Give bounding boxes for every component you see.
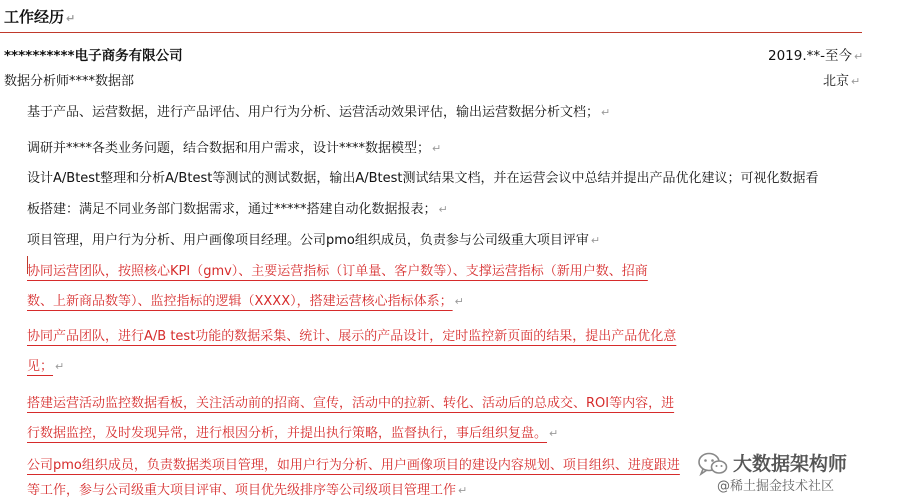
job-date-text: 2019.**-至今 [768, 48, 853, 64]
watermark-title: 大数据架构师 [733, 453, 848, 475]
paragraph-mark: ↵ [454, 295, 464, 308]
paragraph-mark: ↵ [854, 50, 864, 63]
line-text: 调研并****各类业务问题，结合数据和用户需求，设计****数据模型； [27, 141, 431, 156]
line-text: 项目管理，用户行为分析、用户画像项目经理。公司pmo组织成员，负责参与公司级重大项目评审 [27, 233, 589, 248]
highlighted-line [27, 454, 680, 473]
job-city-text: 北京 [823, 74, 850, 89]
paragraph-mark: ↵ [458, 484, 468, 497]
line-text: 公司pmo组织成员，负责数据类项目管理，如用户行为分析、用户画像项目的建设内容规划、项目组织、进度跟进 [27, 458, 680, 473]
highlighted-line [27, 325, 676, 344]
line-text: 搭建运营活动监控数据看板，关注活动前的招商、宣传，活动中的拉新、转化、活动后的总成交、ROI等内容，进 [27, 396, 675, 411]
section-title [4, 6, 75, 27]
line-text: 设计A/Btest整理和分析A/Btest等测试的测试数据，输出A/Btest测试结果文档，并在运营会议中总结并提出产品优化建议；可视化数据看 [27, 171, 819, 186]
bullet-line [27, 101, 610, 120]
bullet-line [27, 137, 441, 156]
line-text: 见； [27, 359, 54, 374]
job-role: 数据分析师****数据部 [4, 74, 135, 89]
paragraph-mark: ↵ [438, 203, 448, 216]
company-name: **********电子商务有限公司 [4, 48, 183, 64]
line-text: 协同运营团队，按照核心KPI（gmv）、主要运营指标（订单量、客户数等）、支撑运营指标（新用户数、招商 [27, 264, 648, 279]
line-text: 板搭建：满足不同业务部门数据需求，通过*****搭建自动化数据报表； [27, 202, 437, 217]
line-text: 基于产品、运营数据，进行产品评估、用户行为分析、运营活动效果评估，输出运营数据分析文档； [27, 105, 600, 120]
paragraph-mark: ↵ [851, 75, 861, 88]
paragraph-mark: ↵ [55, 360, 65, 373]
job-date [768, 44, 863, 64]
highlighted-line [27, 260, 648, 279]
highlighted-line [27, 290, 464, 309]
paragraph-mark: ↵ [590, 234, 601, 247]
bullet-line [27, 198, 448, 217]
highlighted-line [27, 392, 674, 411]
line-text: 数、上新商品数等）、监控指标的逻辑（XXXX），搭建运营核心指标体系； [27, 294, 453, 309]
job-city [823, 70, 860, 89]
highlighted-line [27, 422, 558, 441]
paragraph-mark: ↵ [601, 106, 611, 119]
paragraph-mark: ↵ [66, 12, 76, 25]
watermark-subtitle: @稀土掘金技术社区 [717, 479, 835, 494]
highlighted-line [27, 479, 467, 498]
section-title-text: 工作经历 [4, 8, 65, 26]
line-text: 行数据监控，及时发现异常，进行根因分析，并提出执行策略，监督执行，事后组织复盘。 [27, 426, 548, 441]
line-text: 等工作，参与公司级重大项目评审、项目优先级排序等公司级项目管理工作 [27, 483, 457, 498]
watermark [689, 449, 889, 495]
highlighted-line [27, 355, 64, 374]
bullet-line [27, 167, 818, 186]
section-divider [0, 32, 862, 33]
paragraph-mark: ↵ [432, 142, 442, 155]
line-text: 协同产品团队，进行A/B test功能的数据采集、统计、展示的产品设计，定时监控新页面的结果，提出产品优化意 [27, 329, 677, 344]
paragraph-mark: ↵ [549, 427, 559, 440]
bullet-line [27, 229, 600, 248]
